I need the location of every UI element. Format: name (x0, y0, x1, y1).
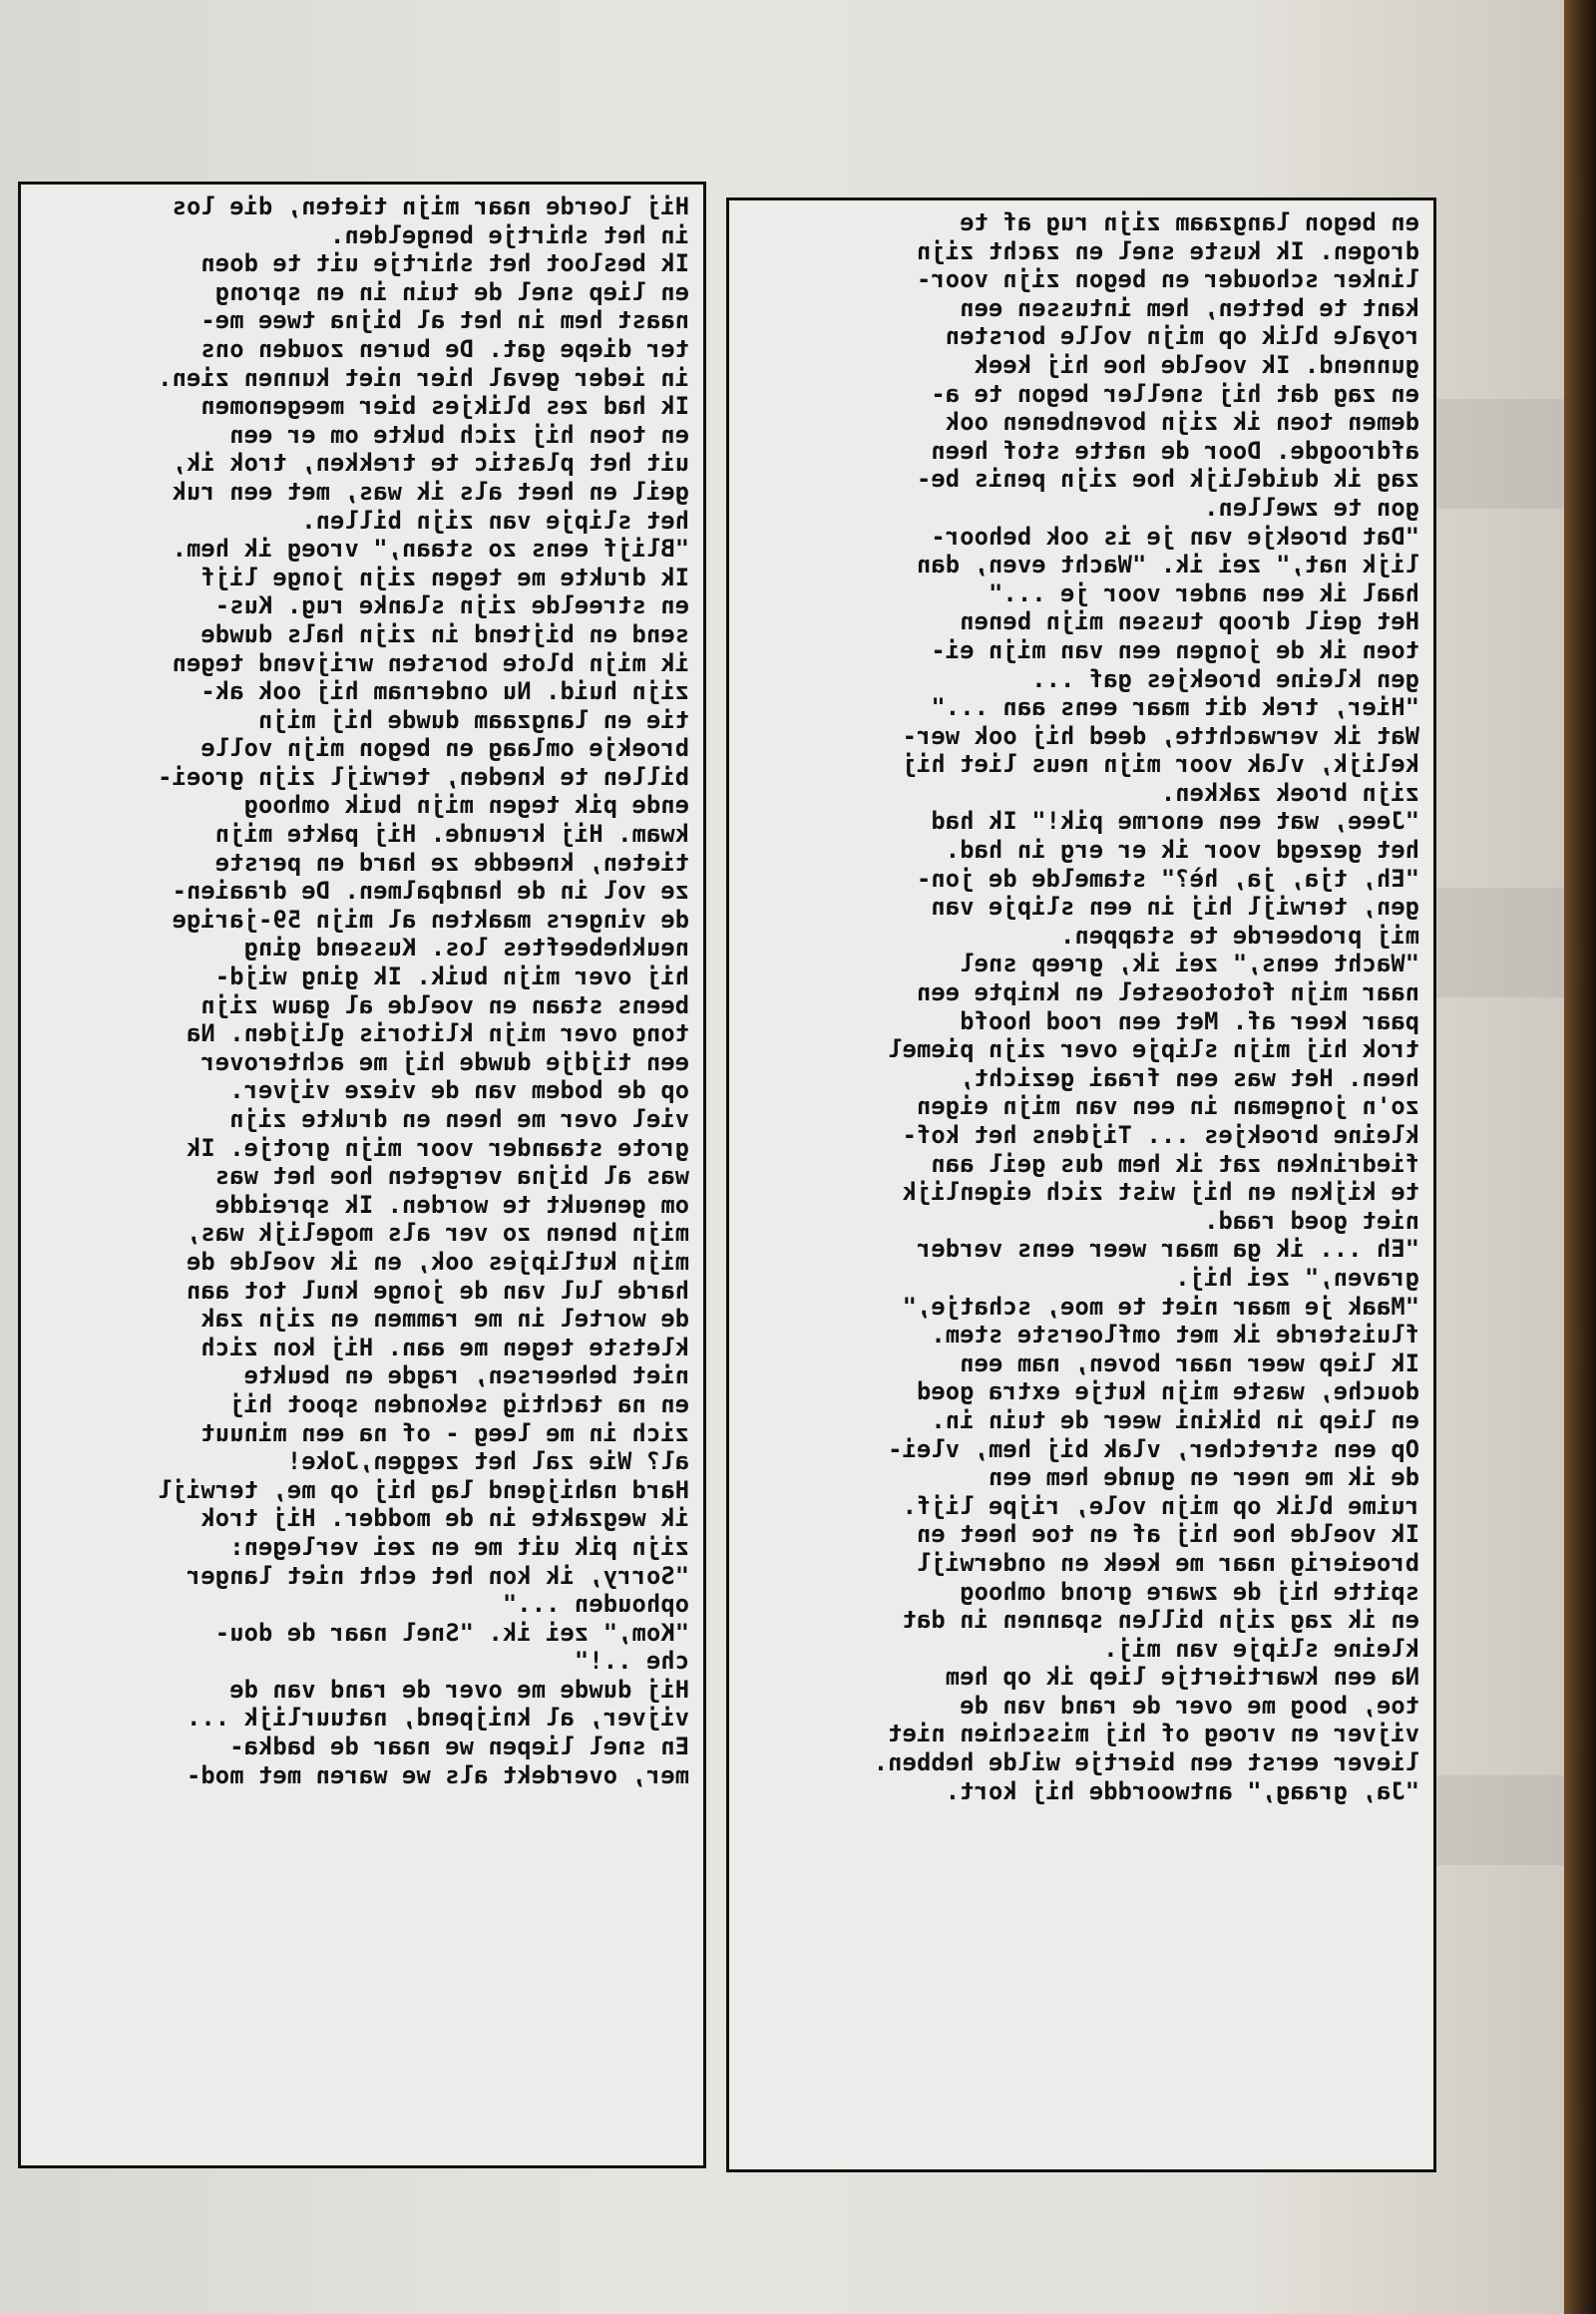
text-line: en ik zag zijn billen spannen in dat (902, 1606, 1419, 1635)
text-line: linker schouder en begon zijn voor- (916, 265, 1419, 294)
text-line: hij over mijn buik. Ik ging wijd- (214, 963, 689, 991)
text-line: mij probeerde te stappen. (1059, 921, 1419, 950)
text-line: "Sorry, ik kon het echt niet langer (186, 1561, 689, 1590)
text-line: in ieder geval hier niet kunnen zien. (158, 363, 689, 392)
text-line: kleine broekjes ... Tijdens het kof- (902, 1121, 1419, 1149)
text-line: was al bijna vergeten hoe het was (214, 1162, 689, 1191)
text-line: paar keer af. Met een rood hoofd (960, 1006, 1419, 1035)
text-line: vijver, al knijpend, natuurlijk ... (186, 1704, 689, 1733)
text-line: graven," zei hij. (1175, 1263, 1419, 1292)
text-line: mer, overdekt als we waren met mod- (186, 1760, 689, 1789)
text-line: het slipje van zijn billen. (301, 506, 689, 535)
text-line: Op een stretcher, vlak bij hem, vlei- (888, 1434, 1419, 1463)
text-line: op de bodem van de vieze vijver. (229, 1076, 689, 1105)
text-line: geil en heet als ik was, met een ruk (172, 477, 689, 506)
text-line: send en bijtend in zijn hals duwde (200, 619, 689, 648)
text-line: haal ik een ander voor je ..." (988, 578, 1419, 607)
text-line: de ik me neer en gunde hem een (988, 1463, 1419, 1492)
text-line: ze vol in de handpalmen. De draaien- (172, 877, 689, 906)
text-line: fiedrinken zat ik hem dus geil aan (931, 1149, 1419, 1178)
text-line: "Ja, graag," antwoordde hij kort. (945, 1776, 1419, 1805)
bleed-through-band (1436, 399, 1564, 509)
text-line: zich in me leeg - of na een minuut (200, 1418, 689, 1447)
text-line: gunnend. Ik voelde hoe hij keek (974, 350, 1419, 379)
text-line: Het geil droop tussen mijn benen (960, 607, 1419, 636)
text-line: uit het plastic te trekken, trok ik, (172, 449, 689, 478)
text-line: Ik besloot het shirtje uit te doen (200, 249, 689, 278)
text-line: demen toen ik zijn bovenbenen ook (945, 408, 1419, 437)
bleed-through-band (1436, 1775, 1564, 1865)
text-line: naast hem in het al bijna twee me- (200, 306, 689, 335)
text-line: "Jeee, wat een enorme pik!" Ik had (931, 807, 1419, 836)
text-line: kletste tegen me aan. Hij kon zich (200, 1333, 689, 1361)
text-column-right (726, 197, 1436, 2172)
text-line: ik wegzakte in de modder. Hij trok (200, 1504, 689, 1533)
text-line: "Maak je maar niet te moe, schatje," (902, 1292, 1419, 1321)
text-line: en zag dat hij sneller begon te a- (931, 379, 1419, 408)
text-line: grote staander voor mijn grotje. Ik (186, 1133, 689, 1162)
text-line: tieten, kneedde ze hard en perste (214, 848, 689, 877)
text-line: Ik drukte me tegen zijn jonge lijf (200, 563, 689, 591)
text-line: ter diepe gat. De buren zouden ons (200, 334, 689, 363)
text-line: zijn broek zakken. (1160, 778, 1419, 807)
text-line: gon te zwellen. (1203, 493, 1419, 522)
text-line: "Wacht eens," zei ik, greep snel (960, 950, 1419, 978)
text-line: zijn pik uit me en zei verlegen: (229, 1532, 689, 1561)
text-line: liever eerst een biertje wilde hebben. (873, 1748, 1419, 1777)
text-column-left-body (21, 185, 703, 1795)
text-line: royale blik op mijn volle borsten (945, 322, 1419, 351)
text-line: en na tachtig sekonden spoot hij (229, 1389, 689, 1418)
text-line: om geneukt te worden. Ik spreidde (214, 1190, 689, 1219)
text-line: beens staan en voelde al gauw zijn (200, 990, 689, 1019)
text-line: "Dat broekje van je is ook behoor- (931, 522, 1419, 551)
text-line: ik mijn blote borsten wrijvend tegen (172, 648, 689, 677)
text-line: het gezegd voor ik er erg in had. (945, 836, 1419, 865)
text-line: ruime blik op mijn vole, rijpe lijf. (902, 1491, 1419, 1520)
text-line: vijver en vroeg of hij misschien niet (888, 1720, 1419, 1748)
text-line: in het shirtje bengelden. (329, 220, 689, 249)
text-line: harde lul van de jonge knul tot aan (186, 1276, 689, 1305)
text-line: "Eh ... ik ga maar weer eens verder (916, 1235, 1419, 1264)
text-line: tong over mijn klitoris glijden. Na (186, 1019, 689, 1048)
text-line: zo'n jongeman in een van mijn eigen (916, 1092, 1419, 1121)
text-line: en toen hij zich bukte om er een (229, 420, 689, 449)
text-line: al? Wie zal het zeggen,Joke! (286, 1447, 689, 1476)
text-line: douche, waste mijn kutje extra goed (916, 1377, 1419, 1406)
text-line: billen te kneden, terwijl zijn groei- (158, 762, 689, 791)
text-line: Ik had zes blikjes bier meegenomen (200, 392, 689, 421)
text-line: Wat ik verwachtte, deed hij ook wer- (902, 721, 1419, 750)
text-line: Hij loerde naar mijn tieten, die los (172, 193, 689, 220)
text-line: zag ik duidelijk hoe zijn penis be- (916, 465, 1419, 494)
text-line: tie en langzaam duwde hij mijn (257, 705, 689, 734)
text-line: toen ik de jongen een van mijn ei- (931, 635, 1419, 664)
text-line: en begon langzaam zijn rug af te (960, 208, 1419, 236)
text-line: fluisterde ik met omfloerste stem. (931, 1321, 1419, 1350)
text-line: te kijken en hij wist zich eigenlijk (902, 1178, 1419, 1207)
text-line: niet beheersen, ragde en beukte (243, 1361, 689, 1390)
text-line: drogen. Ik kuste snel en zacht zijn (916, 236, 1419, 265)
text-line: een tijdje duwde hij me achterover (200, 1047, 689, 1076)
text-line: kwam. Hij kreunde. Hij pakte mijn (214, 820, 689, 849)
text-line: "Eh, tja, ja, hè?" stamelde de jon- (916, 864, 1419, 893)
text-line: gen, terwijl hij in een slipje van (931, 893, 1419, 922)
text-line: lijk nat," zei ik. "Wacht even, dan (916, 551, 1419, 579)
book-spine (1564, 0, 1596, 2314)
text-line: zijn huid. Nu ondernam hij ook ak- (200, 677, 689, 706)
bleed-through-band (1436, 888, 1564, 997)
text-line: ende pik tegen mijn buik omhoog (243, 791, 689, 820)
text-line: Ik voelde hoe hij af en toe heet en (916, 1520, 1419, 1549)
text-line: kleine slipje van mij. (1103, 1634, 1419, 1663)
text-line: "Kom," zei ik. "Snel naar de dou- (214, 1618, 689, 1647)
text-line: naar mijn fototoestel en knipte een (916, 978, 1419, 1007)
text-line: en streelde zijn slanke rug. Kus- (214, 591, 689, 620)
text-line: heen. Het was een fraai gezicht, (960, 1063, 1419, 1092)
text-line: en liep snel de tuin in en sprong (214, 277, 689, 306)
text-line: niet goed raad. (1203, 1206, 1419, 1235)
text-line: Hij duwde me over de rand van de (229, 1675, 689, 1704)
text-line: broekje omlaag en begon mijn volle (200, 734, 689, 763)
text-line: neukhebeeftes los. Kussend ging (243, 934, 689, 963)
text-line: En snel liepen we naar de badka- (229, 1733, 689, 1761)
text-line: mijn benen zo ver als mogelijk was, (186, 1219, 689, 1248)
text-column-right-body (729, 200, 1433, 1811)
text-line: de wortel in me rammen en zijn zak (200, 1305, 689, 1334)
text-line: de vingers maakten al mijn 59-jarige (172, 905, 689, 934)
text-line: spitte hij de zware grond omhoog (960, 1577, 1419, 1606)
text-line: che ..!" (574, 1647, 689, 1676)
text-line: toe, boog me over de rand van de (960, 1691, 1419, 1720)
text-column-left (18, 182, 706, 2168)
text-line: Hard nahijgend lag hij op me, terwijl (158, 1475, 689, 1504)
text-line: gen kleine broekjes gaf ... (1031, 664, 1419, 693)
text-line: "Hier, trek dit maar eens aan ..." (931, 693, 1419, 722)
text-line: trok hij mijn slipje over zijn piemel (888, 1035, 1419, 1064)
text-line: broeierig naar me keek en onderwijl (916, 1548, 1419, 1577)
text-line: Na een kwartiertje liep ik op hem (945, 1663, 1419, 1692)
text-line: viel over me heen en drukte zijn (229, 1105, 689, 1133)
text-line: kant te betten, hem intussen een (960, 293, 1419, 322)
text-line: "Blijf eens zo staan," vroeg ik hem. (172, 535, 689, 564)
text-line: afdroogde. Door de natte stof heen (931, 436, 1419, 465)
text-line: kelijk, vlak voor mijn neus liet hij (902, 750, 1419, 779)
text-line: en liep in bikini weer de tuin in. (931, 1405, 1419, 1434)
text-line: Ik liep weer naar boven, nam een (960, 1349, 1419, 1377)
text-line: mijn kutlipjes ook, en ik voelde de (186, 1247, 689, 1276)
text-line: ophouden ..." (502, 1590, 689, 1619)
